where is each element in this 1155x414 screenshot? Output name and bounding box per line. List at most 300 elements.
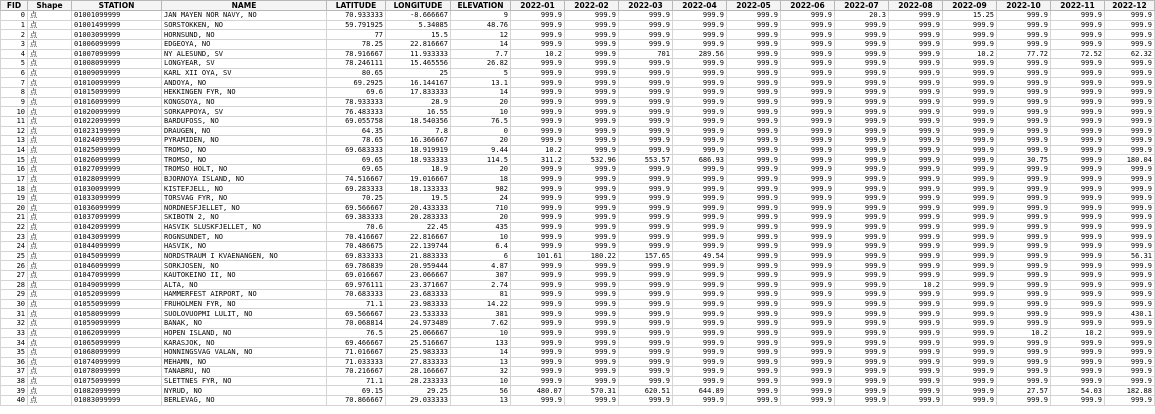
table-row[interactable]	[1, 280, 1155, 290]
table-cell: 19.016667	[386, 174, 451, 184]
table-cell: 999.9	[727, 222, 781, 232]
table-cell: 999.9	[889, 328, 943, 338]
table-cell: 999.9	[997, 251, 1051, 261]
table-row[interactable]	[1, 376, 1155, 386]
table-cell: 999.9	[835, 290, 889, 300]
table-cell: 999.9	[835, 184, 889, 194]
table-cell: 01001499999	[72, 20, 162, 30]
table-row[interactable]	[1, 30, 1155, 40]
table-cell: 999.9	[781, 367, 835, 377]
table-cell: 22.139744	[386, 242, 451, 252]
column-header[interactable]: NAME	[162, 1, 327, 11]
table-cell: 点	[28, 78, 72, 88]
table-row[interactable]	[1, 222, 1155, 232]
table-cell: 01058099999	[72, 309, 162, 319]
table-cell: 999.9	[835, 88, 889, 98]
table-cell: 999.9	[673, 20, 727, 30]
table-cell: 28.9	[386, 97, 451, 107]
column-header[interactable]: 2022-05	[727, 1, 781, 11]
table-cell: 999.9	[619, 299, 673, 309]
table-cell: 999.9	[835, 386, 889, 396]
table-row[interactable]	[1, 213, 1155, 223]
table-cell: 999.9	[943, 39, 997, 49]
table-cell: 01008099999	[72, 59, 162, 69]
table-cell: 999.9	[1105, 347, 1155, 357]
table-cell: 35	[1, 347, 28, 357]
table-cell: 311.2	[511, 155, 565, 165]
table-cell: 999.9	[889, 396, 943, 406]
table-cell: 999.9	[943, 396, 997, 406]
table-cell: 999.9	[565, 328, 619, 338]
table-cell: 13	[1, 136, 28, 146]
table-cell: 999.9	[889, 347, 943, 357]
table-cell: 999.9	[835, 20, 889, 30]
table-row[interactable]	[1, 155, 1155, 165]
table-cell: 点	[28, 299, 72, 309]
table-cell: 999.9	[1105, 290, 1155, 300]
table-cell: 36	[1, 357, 28, 367]
table-cell: 999.9	[673, 11, 727, 21]
table-cell: 22.816667	[386, 39, 451, 49]
table-row[interactable]	[1, 299, 1155, 309]
table-cell: 999.9	[673, 347, 727, 357]
table-cell: 22.816667	[386, 232, 451, 242]
table-cell: 999.9	[1051, 270, 1105, 280]
table-cell: 999.9	[619, 126, 673, 136]
table-cell: 999.9	[619, 20, 673, 30]
column-header[interactable]: 2022-10	[997, 1, 1051, 11]
table-cell: 6	[1, 68, 28, 78]
table-cell: 999.9	[943, 155, 997, 165]
table-cell: 999.9	[781, 232, 835, 242]
table-cell: 999.9	[835, 174, 889, 184]
column-header[interactable]: 2022-09	[943, 1, 997, 11]
table-cell: 点	[28, 319, 72, 329]
table-cell: 999.9	[1105, 396, 1155, 406]
table-cell: 23.533333	[386, 309, 451, 319]
table-cell: 71.1	[327, 376, 386, 386]
table-cell: 10	[451, 107, 511, 117]
table-cell: 点	[28, 328, 72, 338]
table-cell: 15	[1, 155, 28, 165]
table-cell: 999.9	[781, 203, 835, 213]
table-cell: 999.9	[997, 338, 1051, 348]
table-cell: 999.9	[673, 136, 727, 146]
table-cell: SUOLOVUOPMI LULIT, NO	[162, 309, 327, 319]
table-cell: 180.04	[1105, 155, 1155, 165]
table-cell: 307	[451, 270, 511, 280]
table-cell: 289.56	[673, 49, 727, 59]
table-cell: 23.371667	[386, 280, 451, 290]
table-row[interactable]	[1, 386, 1155, 396]
table-cell: 999.9	[997, 193, 1051, 203]
table-cell: 999.9	[943, 30, 997, 40]
table-cell: 999.9	[1105, 30, 1155, 40]
table-cell: 999.9	[943, 20, 997, 30]
table-cell: 01023199999	[72, 126, 162, 136]
table-cell: 01036099999	[72, 203, 162, 213]
table-cell: 点	[28, 30, 72, 40]
table-cell: 999.9	[565, 193, 619, 203]
column-header[interactable]: LATITUDE	[327, 1, 386, 11]
table-row[interactable]	[1, 68, 1155, 78]
table-cell: 999.9	[943, 174, 997, 184]
table-cell: -8.666667	[386, 11, 451, 21]
table-cell: HAMMERFEST AIRPORT, NO	[162, 290, 327, 300]
table-cell: 999.9	[1051, 213, 1105, 223]
table-cell: 25.066667	[386, 328, 451, 338]
table-cell: 12	[1, 126, 28, 136]
table-cell: 999.9	[943, 367, 997, 377]
table-cell: 999.9	[727, 184, 781, 194]
table-row[interactable]	[1, 49, 1155, 59]
table-cell: 999.9	[1105, 203, 1155, 213]
table-cell: 999.9	[889, 386, 943, 396]
table-cell: 999.9	[997, 68, 1051, 78]
column-header[interactable]: FID	[1, 1, 28, 11]
table-cell: 999.9	[727, 107, 781, 117]
table-cell: 49.54	[673, 251, 727, 261]
table-cell: PYRAMIDEN, NO	[162, 136, 327, 146]
table-cell: 999.9	[943, 203, 997, 213]
table-cell: BANAK, NO	[162, 319, 327, 329]
table-cell: 999.9	[619, 376, 673, 386]
table-cell: 999.9	[835, 270, 889, 280]
table-cell: 999.9	[565, 319, 619, 329]
table-cell: 点	[28, 136, 72, 146]
table-cell: 999.9	[511, 270, 565, 280]
table-cell: 69.833333	[327, 251, 386, 261]
table-row[interactable]	[1, 107, 1155, 117]
table-row[interactable]	[1, 145, 1155, 155]
table-cell: 999.9	[1105, 126, 1155, 136]
table-cell: 999.9	[673, 232, 727, 242]
table-cell: 999.9	[781, 290, 835, 300]
table-cell: 71.033333	[327, 357, 386, 367]
table-cell: 01001099999	[72, 11, 162, 21]
table-cell: 999.9	[565, 203, 619, 213]
table-cell: 69.15	[327, 386, 386, 396]
table-row[interactable]	[1, 261, 1155, 271]
table-row[interactable]	[1, 251, 1155, 261]
table-cell: 01059099999	[72, 319, 162, 329]
table-cell: 69.786839	[327, 261, 386, 271]
table-cell: 999.9	[619, 242, 673, 252]
table-cell: 999.9	[889, 155, 943, 165]
table-cell: 999.9	[727, 347, 781, 357]
table-cell: 11.933333	[386, 49, 451, 59]
table-cell: 6.4	[451, 242, 511, 252]
table-row[interactable]	[1, 20, 1155, 30]
table-row[interactable]	[1, 165, 1155, 175]
table-cell: 48.76	[451, 20, 511, 30]
table-cell: 999.9	[781, 347, 835, 357]
column-header[interactable]: Shape	[28, 1, 72, 11]
column-header[interactable]: LONGITUDE	[386, 1, 451, 11]
table-cell: 999.9	[619, 145, 673, 155]
table-cell: 999.9	[565, 213, 619, 223]
table-cell: 999.9	[565, 136, 619, 146]
table-cell: 999.9	[1105, 261, 1155, 271]
table-cell: HASVIK SLUSKFJELLET, NO	[162, 222, 327, 232]
table-cell: 999.9	[511, 232, 565, 242]
table-cell: 999.9	[619, 347, 673, 357]
table-cell: 532.96	[565, 155, 619, 165]
table-cell: 点	[28, 213, 72, 223]
table-cell: 999.9	[835, 30, 889, 40]
table-cell: 999.9	[1051, 184, 1105, 194]
table-cell: 999.9	[1105, 270, 1155, 280]
table-cell: 77.72	[997, 49, 1051, 59]
table-cell: 999.9	[565, 261, 619, 271]
table-cell: 999.9	[511, 328, 565, 338]
table-row[interactable]	[1, 184, 1155, 194]
table-cell: 01042099999	[72, 222, 162, 232]
table-cell: 23.683333	[386, 290, 451, 300]
table-cell: 999.9	[511, 299, 565, 309]
table-row[interactable]	[1, 11, 1155, 21]
table-row[interactable]	[1, 242, 1155, 252]
table-cell: 999.9	[889, 367, 943, 377]
table-cell: 999.9	[1105, 59, 1155, 69]
table-row[interactable]	[1, 59, 1155, 69]
table-cell: 999.9	[727, 309, 781, 319]
table-row[interactable]	[1, 126, 1155, 136]
table-cell: 999.9	[943, 357, 997, 367]
table-cell: 78.916667	[327, 49, 386, 59]
table-cell: 999.9	[835, 347, 889, 357]
table-cell: 182.88	[1105, 386, 1155, 396]
table-cell: 999.9	[997, 136, 1051, 146]
column-header[interactable]: 2022-07	[835, 1, 889, 11]
table-cell: 710	[451, 203, 511, 213]
table-cell: 18	[1, 184, 28, 194]
table-cell: KARASJOK, NO	[162, 338, 327, 348]
table-cell: 999.9	[889, 107, 943, 117]
table-row[interactable]	[1, 116, 1155, 126]
table-row[interactable]	[1, 193, 1155, 203]
table-cell: 20.283333	[386, 213, 451, 223]
table-cell: 999.9	[511, 309, 565, 319]
table-row[interactable]	[1, 232, 1155, 242]
column-header[interactable]: 2022-08	[889, 1, 943, 11]
table-cell: 62.32	[1105, 49, 1155, 59]
table-cell: 34	[1, 338, 28, 348]
column-header[interactable]: ELEVATION	[451, 1, 511, 11]
table-cell: 999.9	[835, 396, 889, 406]
table-row[interactable]	[1, 88, 1155, 98]
table-row[interactable]	[1, 203, 1155, 213]
table-cell: KARL XII OYA, SV	[162, 68, 327, 78]
table-cell: 999.9	[619, 367, 673, 377]
table-cell: 点	[28, 97, 72, 107]
table-cell: 999.9	[943, 242, 997, 252]
table-cell: 999.9	[1051, 232, 1105, 242]
table-row[interactable]	[1, 319, 1155, 329]
table-cell: 20	[451, 165, 511, 175]
table-cell: 999.9	[727, 338, 781, 348]
table-cell: 18.919919	[386, 145, 451, 155]
table-cell: 18	[451, 174, 511, 184]
table-cell: 999.9	[673, 97, 727, 107]
table-cell: 64.35	[327, 126, 386, 136]
table-cell: 999.9	[673, 78, 727, 88]
table-cell: 10.2	[511, 145, 565, 155]
table-cell: 32	[1, 319, 28, 329]
table-cell: 999.9	[619, 68, 673, 78]
table-cell: 999.9	[1105, 107, 1155, 117]
table-cell: 25	[1, 251, 28, 261]
table-cell: 999.9	[673, 68, 727, 78]
table-cell: 999.9	[781, 193, 835, 203]
table-row[interactable]	[1, 347, 1155, 357]
table-cell: 999.9	[511, 68, 565, 78]
table-cell: 999.9	[511, 290, 565, 300]
table-cell: 01022099999	[72, 116, 162, 126]
table-row[interactable]	[1, 270, 1155, 280]
table-cell: 25	[386, 68, 451, 78]
table-cell: 999.9	[511, 11, 565, 21]
table-cell: 26.82	[451, 59, 511, 69]
table-cell: NORDNESFJELLET, NO	[162, 203, 327, 213]
column-header[interactable]: STATION	[72, 1, 162, 11]
table-cell: 999.9	[565, 299, 619, 309]
table-cell: 15.465556	[386, 59, 451, 69]
table-row[interactable]	[1, 357, 1155, 367]
table-row[interactable]	[1, 328, 1155, 338]
table-cell: 999.9	[727, 357, 781, 367]
table-cell: 01043099999	[72, 232, 162, 242]
table-cell: 999.9	[727, 367, 781, 377]
table-cell: 999.9	[835, 136, 889, 146]
table-cell: HEKKINGEN FYR, NO	[162, 88, 327, 98]
table-cell: 999.9	[997, 78, 1051, 88]
table-cell: 999.9	[943, 184, 997, 194]
table-row[interactable]	[1, 396, 1155, 406]
table-cell: 999.9	[1051, 174, 1105, 184]
table-cell: 999.9	[1051, 357, 1105, 367]
table-cell: 999.9	[835, 376, 889, 386]
table-cell: 999.9	[835, 107, 889, 117]
column-header[interactable]: 2022-06	[781, 1, 835, 11]
column-header[interactable]: 2022-04	[673, 1, 727, 11]
table-row[interactable]	[1, 78, 1155, 88]
table-cell: 01010099999	[72, 78, 162, 88]
table-cell: 999.9	[943, 270, 997, 280]
table-cell: 999.9	[1051, 20, 1105, 30]
table-row[interactable]	[1, 290, 1155, 300]
table-cell: 999.9	[565, 39, 619, 49]
table-cell: 999.9	[565, 376, 619, 386]
table-row[interactable]	[1, 39, 1155, 49]
table-cell: 17.833333	[386, 88, 451, 98]
table-cell: 999.9	[997, 270, 1051, 280]
table-cell: 18.133333	[386, 184, 451, 194]
column-header[interactable]: 2022-03	[619, 1, 673, 11]
table-cell: 999.9	[619, 270, 673, 280]
table-cell: 999.9	[727, 280, 781, 290]
table-cell: 999.9	[781, 184, 835, 194]
table-cell: 999.9	[1051, 347, 1105, 357]
table-cell: 101.61	[511, 251, 565, 261]
table-cell: 999.9	[619, 232, 673, 242]
table-cell: 14	[451, 347, 511, 357]
table-cell: 点	[28, 174, 72, 184]
table-cell: 14	[451, 39, 511, 49]
table-cell: 999.9	[727, 30, 781, 40]
table-cell: 999.9	[781, 242, 835, 252]
table-cell: 01006099999	[72, 39, 162, 49]
table-cell: 999.9	[781, 126, 835, 136]
table-row[interactable]	[1, 174, 1155, 184]
table-cell: 点	[28, 386, 72, 396]
table-cell: 553.57	[619, 155, 673, 165]
column-header[interactable]: 2022-11	[1051, 1, 1105, 11]
table-row[interactable]	[1, 97, 1155, 107]
table-cell: 19.5	[386, 193, 451, 203]
table-cell: 点	[28, 396, 72, 406]
table-cell: 999.9	[1105, 367, 1155, 377]
column-header[interactable]: 2022-01	[511, 1, 565, 11]
table-row[interactable]	[1, 309, 1155, 319]
table-cell: 999.9	[1051, 280, 1105, 290]
table-row[interactable]	[1, 136, 1155, 146]
table-cell: 999.9	[565, 126, 619, 136]
table-cell: 01049099999	[72, 280, 162, 290]
table-cell: 999.9	[889, 145, 943, 155]
table-cell: 999.9	[889, 165, 943, 175]
table-cell: 999.9	[997, 116, 1051, 126]
table-cell: 999.9	[619, 97, 673, 107]
table-cell: 999.9	[565, 49, 619, 59]
table-cell: 999.9	[727, 251, 781, 261]
table-row[interactable]	[1, 338, 1155, 348]
table-cell: 78.25	[327, 39, 386, 49]
table-row[interactable]	[1, 367, 1155, 377]
table-cell: 999.9	[889, 270, 943, 280]
table-cell: TANABRU, NO	[162, 367, 327, 377]
table-cell: 76.5	[451, 116, 511, 126]
table-cell: 30.75	[997, 155, 1051, 165]
table-cell: 71.016667	[327, 347, 386, 357]
table-cell: 999.9	[727, 270, 781, 280]
table-cell: 点	[28, 280, 72, 290]
table-cell: 999.9	[943, 232, 997, 242]
table-cell: 点	[28, 20, 72, 30]
table-cell: 20.3	[835, 11, 889, 21]
table-cell: 01030099999	[72, 184, 162, 194]
table-cell: 69.016667	[327, 270, 386, 280]
table-cell: ANDOYA, NO	[162, 78, 327, 88]
table-cell: 999.9	[943, 145, 997, 155]
column-header[interactable]: 2022-02	[565, 1, 619, 11]
table-cell: 01003099999	[72, 30, 162, 40]
table-cell: 1	[1, 20, 28, 30]
table-cell: 999.9	[673, 270, 727, 280]
table-cell: 69.566667	[327, 309, 386, 319]
column-header[interactable]: 2022-12	[1105, 1, 1155, 11]
table-cell: 点	[28, 126, 72, 136]
table-cell: 999.9	[889, 299, 943, 309]
table-cell: 999.9	[511, 338, 565, 348]
table-cell: 999.9	[1051, 299, 1105, 309]
table-cell: 999.9	[565, 107, 619, 117]
table-cell: 999.9	[511, 30, 565, 40]
table-cell: 999.9	[673, 59, 727, 69]
table-cell: 999.9	[727, 242, 781, 252]
table-cell: 999.9	[835, 68, 889, 78]
table-cell: 999.9	[565, 270, 619, 280]
